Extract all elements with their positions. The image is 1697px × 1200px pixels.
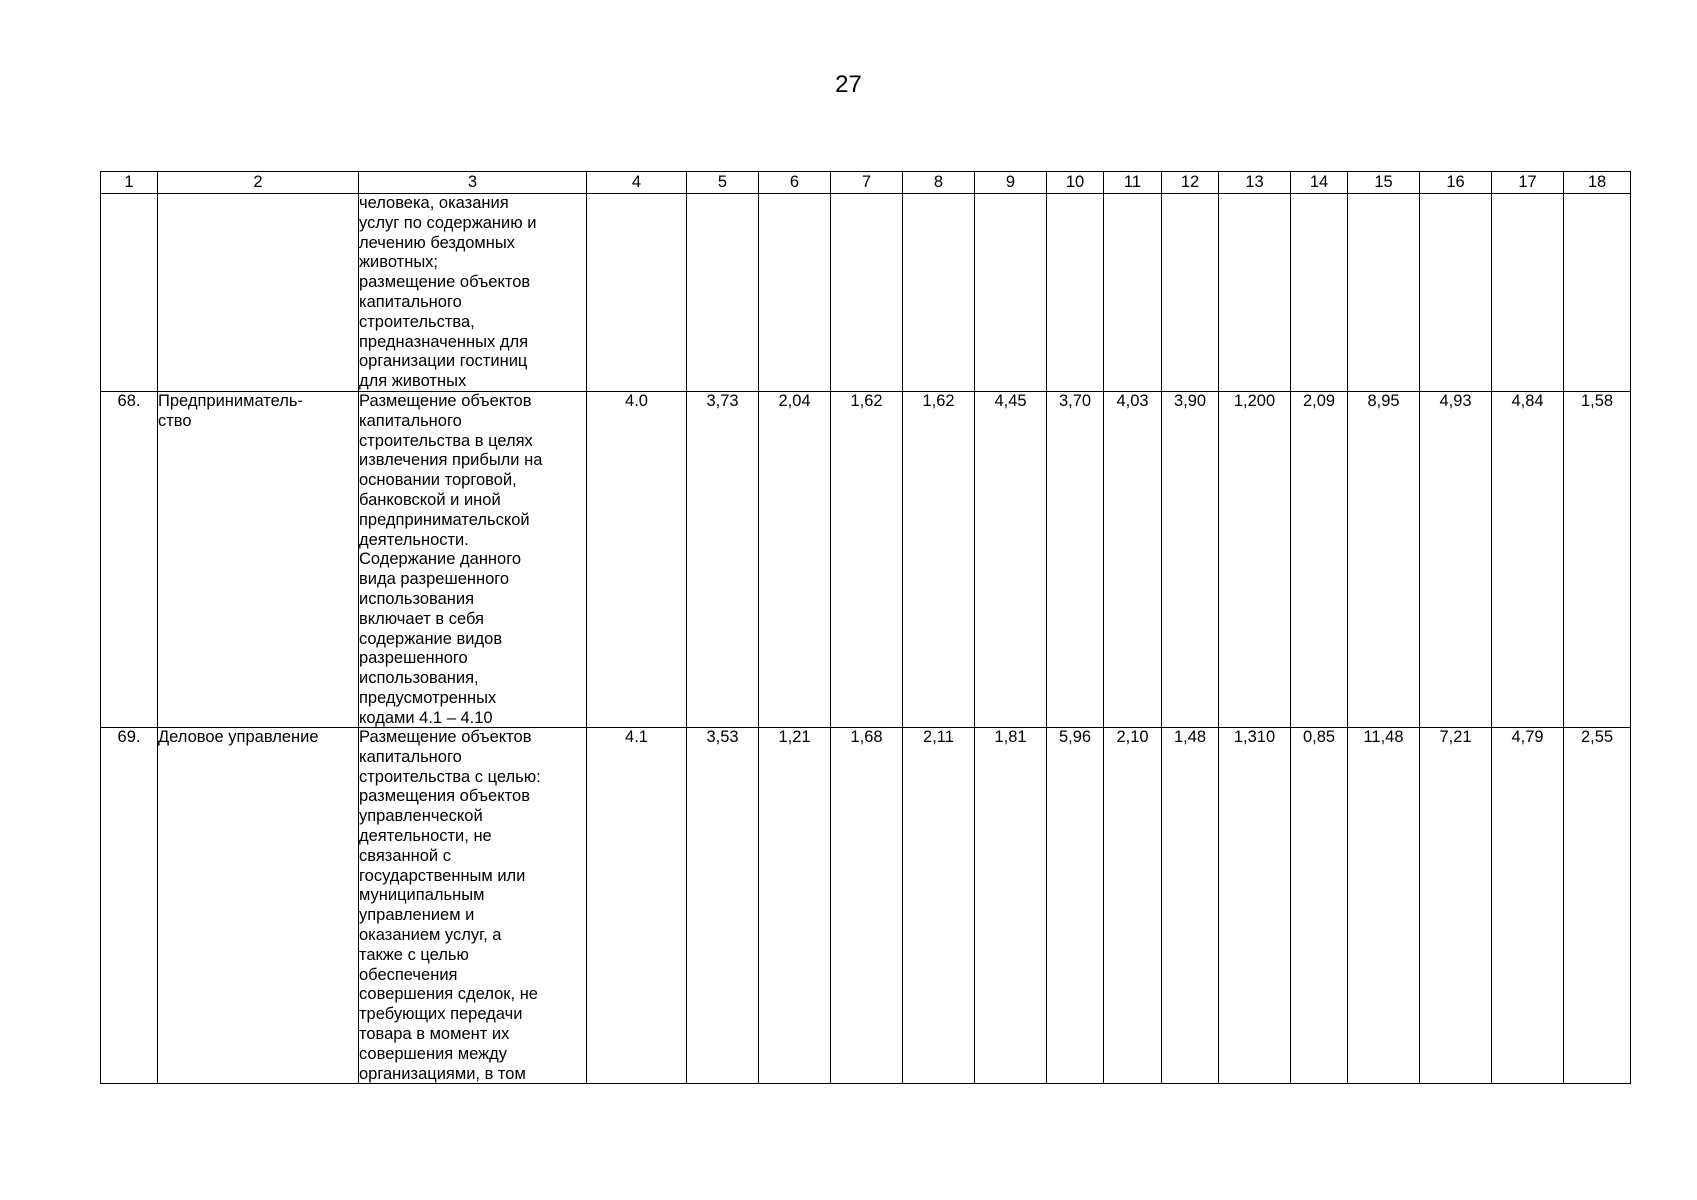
value-cell-col-16-text: 7,21: [1439, 728, 1472, 746]
row-number-cell: [101, 194, 158, 392]
value-cell-col-18: [1564, 392, 1631, 728]
value-cell-col-12: [1162, 392, 1219, 728]
row-description-cell: [359, 728, 587, 1084]
value-cell-col-13: [1219, 728, 1291, 1084]
row-number-cell: [101, 392, 158, 728]
row-number-cell-text: 69.: [117, 728, 141, 746]
value-cell-col-15-text: 8,95: [1367, 392, 1400, 410]
table-row: [101, 392, 1631, 728]
value-cell-col-4-text: 4.0: [625, 392, 648, 410]
value-cell-col-18-text: 2,55: [1580, 728, 1614, 746]
table-row: [101, 728, 1631, 1084]
value-cell-col-10: [1047, 392, 1104, 728]
column-header-8: 8: [903, 172, 975, 194]
row-description-cell-text: человека, оказания услуг по содержанию и лечению бездомных животных; размещение объектов капитального строительства, предназначенных для организации гостиниц для животных: [359, 194, 537, 391]
column-header-6: 6: [759, 172, 831, 194]
row-name-cell: [158, 194, 359, 392]
value-cell-col-11-text: 2,10: [1116, 728, 1149, 746]
value-cell-col-4-text: [587, 194, 686, 391]
value-cell-col-9: [975, 392, 1047, 728]
data-table: [100, 171, 1631, 1084]
value-cell-col-7: [831, 392, 903, 728]
value-cell-col-5-text: 3,73: [706, 392, 739, 410]
value-cell-col-13-text: 1,200: [1233, 392, 1276, 410]
value-cell-col-10-text: 5,96: [1058, 728, 1092, 746]
value-cell-col-9: [975, 728, 1047, 1084]
value-cell-col-5: [687, 728, 759, 1084]
value-cell-col-14-text: 0,85: [1302, 728, 1336, 746]
value-cell-col-14: [1291, 728, 1348, 1084]
value-cell-col-13-text: 1,310: [1233, 728, 1276, 746]
value-cell-col-7: [831, 194, 903, 392]
value-cell-col-7-text: [831, 194, 902, 391]
value-cell-col-17: [1492, 728, 1564, 1084]
value-cell-col-14: [1291, 392, 1348, 728]
column-header-15: 15: [1348, 172, 1420, 194]
value-cell-col-17-text: 4,84: [1511, 392, 1544, 410]
value-cell-col-11: [1104, 728, 1162, 1084]
row-name-cell-text: Деловое управление: [158, 728, 319, 746]
value-cell-col-11-text: 4,03: [1116, 392, 1149, 410]
header-row: [101, 172, 1631, 194]
row-name-cell-text: Предприниматель- ство: [158, 392, 304, 430]
value-cell-col-16: [1420, 194, 1492, 392]
value-cell-col-12: [1162, 728, 1219, 1084]
value-cell-col-9-text: 1,81: [994, 728, 1027, 746]
value-cell-col-14: [1291, 194, 1348, 392]
value-cell-col-18-text: [1564, 194, 1630, 391]
column-header-10: 10: [1047, 172, 1104, 194]
row-description-cell-text: Размещение объектов капитального строительства в целях извлечения прибыли на основании торговой, банковской и иной предпринимательской деятельности. Содержание данного вида разрешенного использования включает в себя содержание видов разрешенного использования, предусмотренных кодами 4.1 – 4.10: [359, 392, 543, 727]
column-header-14: 14: [1291, 172, 1348, 194]
column-header-11: 11: [1104, 172, 1162, 194]
value-cell-col-6-text: 1,21: [778, 728, 811, 746]
value-cell-col-16: [1420, 728, 1492, 1084]
value-cell-col-18-text: 1,58: [1580, 392, 1614, 410]
value-cell-col-17: [1492, 194, 1564, 392]
value-cell-col-10-text: [1047, 194, 1103, 391]
column-header-17: 17: [1492, 172, 1564, 194]
value-cell-col-17-text: [1492, 194, 1563, 391]
column-header-16: 16: [1420, 172, 1492, 194]
value-cell-col-13-text: [1219, 194, 1290, 391]
column-header-1: 1: [101, 172, 158, 194]
value-cell-col-11: [1104, 194, 1162, 392]
value-cell-col-11: [1104, 392, 1162, 728]
page-number: 27: [835, 71, 862, 98]
value-cell-col-5-text: 3,53: [706, 728, 739, 746]
column-header-13: 13: [1219, 172, 1291, 194]
value-cell-col-10: [1047, 194, 1104, 392]
value-cell-col-12-text: [1162, 194, 1218, 391]
value-cell-col-17: [1492, 392, 1564, 728]
value-cell-col-14-text: [1291, 194, 1347, 391]
value-cell-col-8: [903, 728, 975, 1084]
value-cell-col-5: [687, 392, 759, 728]
value-cell-col-10-text: 3,70: [1058, 392, 1092, 410]
value-cell-col-6-text: 2,04: [778, 392, 811, 410]
value-cell-col-12-text: 3,90: [1173, 392, 1207, 410]
column-header-2: 2: [158, 172, 359, 194]
value-cell-col-15-text: 11,48: [1363, 728, 1404, 746]
column-header-18: 18: [1564, 172, 1631, 194]
column-header-5: 5: [687, 172, 759, 194]
value-cell-col-17-text: 4,79: [1511, 728, 1544, 746]
value-cell-col-9: [975, 194, 1047, 392]
column-header-12: 12: [1162, 172, 1219, 194]
value-cell-col-12: [1162, 194, 1219, 392]
value-cell-col-12-text: 1,48: [1173, 728, 1207, 746]
value-cell-col-15-text: [1348, 194, 1419, 391]
value-cell-col-15: [1348, 728, 1420, 1084]
table-body: [101, 194, 1631, 1084]
row-description-cell: [359, 392, 587, 728]
value-cell-col-16-text: [1420, 194, 1491, 391]
value-cell-col-6: [759, 728, 831, 1084]
value-cell-col-4: [587, 194, 687, 392]
table-row: [101, 194, 1631, 392]
row-number-cell-text: [101, 194, 157, 391]
column-header-9: 9: [975, 172, 1047, 194]
value-cell-col-5: [687, 194, 759, 392]
column-header-4: 4: [587, 172, 687, 194]
value-cell-col-13: [1219, 392, 1291, 728]
value-cell-col-8-text: [903, 194, 974, 391]
value-cell-col-15: [1348, 194, 1420, 392]
row-number-cell-text: 68.: [117, 392, 141, 410]
value-cell-col-14-text: 2,09: [1302, 392, 1336, 410]
value-cell-col-4-text: 4.1: [625, 728, 648, 746]
value-cell-col-10: [1047, 728, 1104, 1084]
value-cell-col-18: [1564, 194, 1631, 392]
value-cell-col-13: [1219, 194, 1291, 392]
row-name-cell: [158, 728, 359, 1084]
value-cell-col-6: [759, 194, 831, 392]
value-cell-col-7-text: 1,68: [850, 728, 883, 746]
row-name-cell-text: [158, 194, 358, 391]
value-cell-col-15: [1348, 392, 1420, 728]
value-cell-col-9-text: [975, 194, 1046, 391]
value-cell-col-16-text: 4,93: [1439, 392, 1472, 410]
value-cell-col-8: [903, 392, 975, 728]
value-cell-col-8-text: 1,62: [922, 392, 955, 410]
value-cell-col-18: [1564, 728, 1631, 1084]
value-cell-col-7-text: 1,62: [850, 392, 883, 410]
row-number-cell: [101, 728, 158, 1084]
value-cell-col-9-text: 4,45: [994, 392, 1027, 410]
value-cell-col-4: [587, 728, 687, 1084]
value-cell-col-6-text: [759, 194, 830, 391]
value-cell-col-4: [587, 392, 687, 728]
row-description-cell-text: Размещение объектов капитального строительства с целью: размещения объектов управленческой деятельности, не связанной с государственным или муниципальным управлением и оказанием услуг, а также с целью обеспечения совершения сделок, не требующих передачи товара в момент их совершения между организациями, в том: [359, 728, 541, 1083]
value-cell-col-8: [903, 194, 975, 392]
row-name-cell: [158, 392, 359, 728]
value-cell-col-11-text: [1104, 194, 1161, 391]
value-cell-col-6: [759, 392, 831, 728]
row-description-cell: [359, 194, 587, 392]
value-cell-col-8-text: 2,11: [923, 728, 954, 746]
value-cell-col-16: [1420, 392, 1492, 728]
value-cell-col-5-text: [687, 194, 758, 391]
column-header-7: 7: [831, 172, 903, 194]
column-header-3: 3: [359, 172, 587, 194]
value-cell-col-7: [831, 728, 903, 1084]
